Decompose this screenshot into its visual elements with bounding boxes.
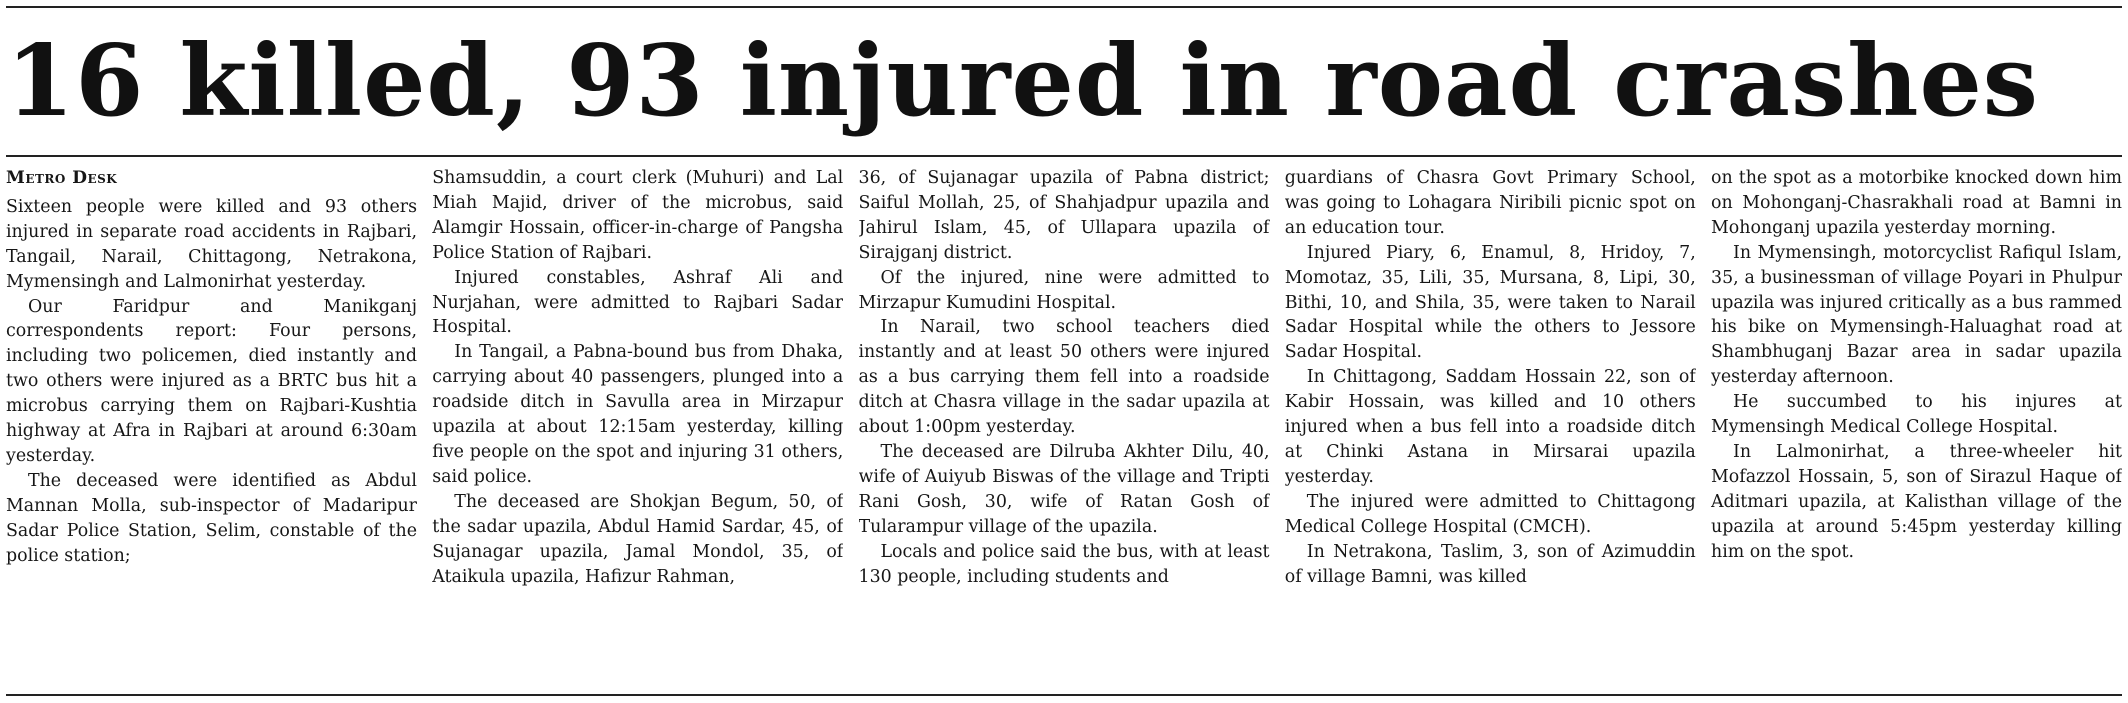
paragraph: Shamsuddin, a court clerk (Muhuri) and Lal Miah Majid, driver of the microbus, said Alamgir Hossain, officer-in-charge of Pangsha Police Station of Rajbari.: [432, 168, 844, 263]
paragraph: Our Faridpur and Manikganj correspondents report: Four persons, including two policemen, died instantly and two others were injured as a BRTC bus hit a microbus carrying them on Rajbari-Kushtia highway at Afra in Rajbari at around 6:30am yesterday.: [6, 296, 417, 466]
column-3: [859, 166, 1270, 688]
paragraph: In Chittagong, Saddam Hossain 22, son of Kabir Hossain, was killed and 10 others injured when a bus fell into a roadside ditch at Chinki Astana in Mirsarai upazila yesterday.: [1284, 367, 1696, 487]
paragraph: In Tangail, a Pabna-bound bus from Dhaka, carrying about 40 passengers, plunged into a roadside ditch in Savulla area in Mirzapur upazila at about 12:15am yesterday, killing five people on the spot and injuring 31 others, said police.: [432, 342, 844, 487]
column-5: [1711, 166, 2122, 688]
paragraph: Of the injured, nine were admitted to Mirzapur Kumudini Hospital.: [858, 267, 1270, 313]
paragraph: Sixteen people were killed and 93 others injured in separate road accidents in Rajbari, Tangail, Narail, Chittagong, Netrakona, Mymensingh and Lalmonirhat yesterday.: [6, 196, 417, 292]
paragraph: Injured Piary, 6, Enamul, 8, Hridoy, 7, Momotaz, 35, Lili, 35, Mursana, 8, Lipi, 30, Bithi, 10, and Shila, 35, were taken to Narail Sadar Hospital while the others to Jessore Sadar Hospital.: [1284, 242, 1696, 363]
paragraph: Locals and police said the bus, with at least 130 people, including students and: [858, 541, 1270, 587]
column-2: [432, 166, 843, 688]
paragraph: The deceased are Shokjan Begum, 50, of the sadar upazila, Abdul Hamid Sardar, 45, of Sujanagar upazila, Jamal Mondol, 35, of Ataikula upazila, Hafizur Rahman,: [432, 491, 844, 587]
byline: Metro Desk: [6, 168, 118, 188]
paragraph: In Mymensingh, motorcyclist Rafiqul Islam, 35, a businessman of village Poyari in Phulpur upazila was injured critically as a bus rammed his bike on Mymensingh-Haluaghat road at Shambhuganj Bazar area in sadar upazila yesterday afternoon.: [1711, 242, 2122, 388]
paragraph: Injured constables, Ashraf Ali and Nurjahan, were admitted to Rajbari Sadar Hospital.: [432, 267, 844, 338]
headline: 16 killed, 93 injured in road crashes: [6, 24, 2039, 139]
paragraph: He succumbed to his injures at Mymensingh Medical College Hospital.: [1711, 392, 2122, 438]
paragraph: The deceased were identified as Abdul Mannan Molla, sub-inspector of Madaripur Sadar Police Station, Selim, constable of the police station;: [6, 470, 417, 566]
paragraph: on the spot as a motorbike knocked down him on Mohonganj-Chasrakhali road at Bamni in Mohonganj upazila yesterday morning.: [1711, 168, 2122, 238]
headline-rule: [6, 155, 2122, 157]
top-rule: [6, 6, 2122, 8]
bottom-rule: [6, 694, 2122, 696]
article-body: [6, 166, 2122, 688]
paragraph: In Lalmonirhat, a three-wheeler hit Mofazzol Hossain, 5, son of Sirazul Haque of Aditmari upazila, at Kalisthan village of the upazila at around 5:45pm yesterday killing him on the spot.: [1711, 441, 2122, 562]
paragraph: The injured were admitted to Chittagong Medical College Hospital (CMCH).: [1284, 491, 1696, 537]
column-4: [1285, 166, 1696, 688]
paragraph: The deceased are Dilruba Akhter Dilu, 40, wife of Auiyub Biswas of the village and Tripti Rani Gosh, 30, wife of Ratan Gosh of Tularampur village of the upazila.: [858, 441, 1270, 537]
paragraph: guardians of Chasra Govt Primary School, was going to Lohagara Niribili picnic spot on an education tour.: [1284, 168, 1696, 238]
paragraph: 36, of Sujanagar upazila of Pabna district; Saiful Mollah, 25, of Shahjadpur upazila and Jahirul Islam, 45, of Ullapara upazila of Sirajganj district.: [858, 168, 1270, 263]
column-1: [6, 166, 417, 688]
paragraph: In Narail, two school teachers died instantly and at least 50 others were injured as a bus carrying them fell into a roadside ditch at Chasra village in the sadar upazila at about 1:00pm yesterday.: [858, 317, 1270, 438]
paragraph: In Netrakona, Taslim, 3, son of Azimuddin of village Bamni, was killed: [1284, 541, 1696, 587]
